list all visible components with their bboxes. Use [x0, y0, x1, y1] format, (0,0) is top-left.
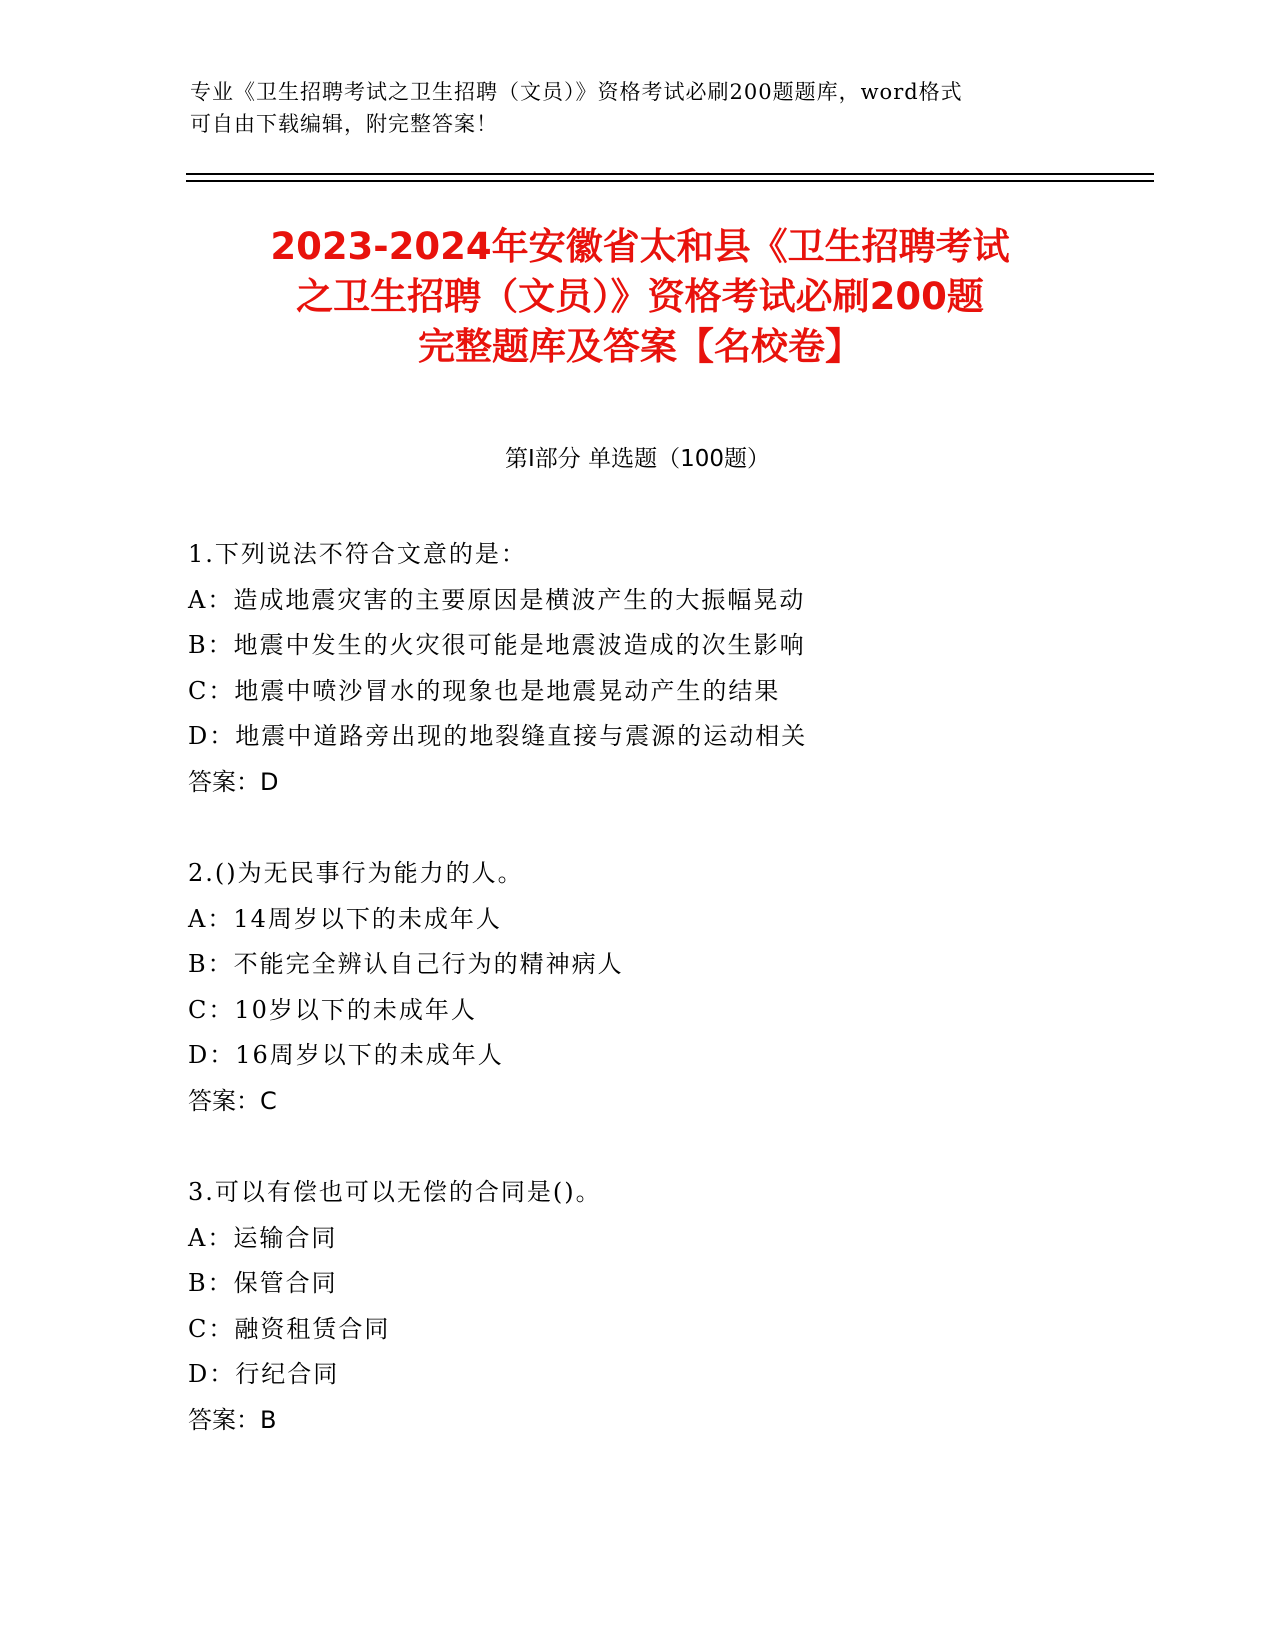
option-d: D：地震中道路旁出现的地裂缝直接与震源的运动相关 — [188, 722, 808, 750]
question-stem: 2.()为无民事行为能力的人。 — [188, 859, 524, 887]
option-c: C：10岁以下的未成年人 — [188, 995, 477, 1024]
option-c: C：地震中喷沙冒水的现象也是地震晃动产生的结果 — [188, 676, 781, 705]
section-heading: 第Ⅰ部分 单选题（100题） — [505, 446, 770, 472]
title-line-3: 完整题库及答案【名校卷】 — [418, 325, 862, 368]
option-a: A：运输合同 — [188, 1223, 338, 1252]
option-d: D：行纪合同 — [188, 1360, 340, 1388]
question-stem: 3.可以有偿也可以无偿的合同是()。 — [188, 1178, 602, 1206]
header-note-line-2: 可自由下载编辑，附完整答案！ — [190, 112, 498, 136]
question-item — [188, 1170, 1088, 1443]
option-b: B：不能完全辨认自己行为的精神病人 — [188, 950, 624, 978]
header-divider-top — [186, 173, 1154, 175]
question-list — [188, 532, 1088, 1489]
question-item — [188, 532, 1088, 805]
option-b: B：保管合同 — [188, 1269, 338, 1297]
question-stem: 1.下列说法不符合文意的是： — [188, 540, 527, 568]
answer-line: 答案：B — [188, 1405, 277, 1434]
option-b: B：地震中发生的火灾很可能是地震波造成的次生影响 — [188, 631, 806, 659]
title-line-1: 2023-2024年安徽省太和县《卫生招聘考试 — [270, 225, 1010, 268]
option-a: A：14周岁以下的未成年人 — [188, 904, 502, 933]
header-divider-bottom — [186, 180, 1154, 182]
document-header-note — [190, 76, 1070, 140]
document-title — [190, 222, 1090, 372]
option-a: A：造成地震灾害的主要原因是横波产生的大振幅晃动 — [188, 585, 806, 614]
title-line-2: 之卫生招聘（文员）》资格考试必刷200题 — [296, 275, 984, 318]
answer-line: 答案：C — [188, 1086, 277, 1115]
header-note-line-1: 专业《卫生招聘考试之卫生招聘（文员）》资格考试必刷200题题库，word格式 — [190, 80, 963, 104]
answer-line: 答案：D — [188, 767, 279, 796]
option-c: C：融资租赁合同 — [188, 1314, 391, 1343]
question-item — [188, 851, 1088, 1124]
option-d: D：16周岁以下的未成年人 — [188, 1041, 504, 1069]
